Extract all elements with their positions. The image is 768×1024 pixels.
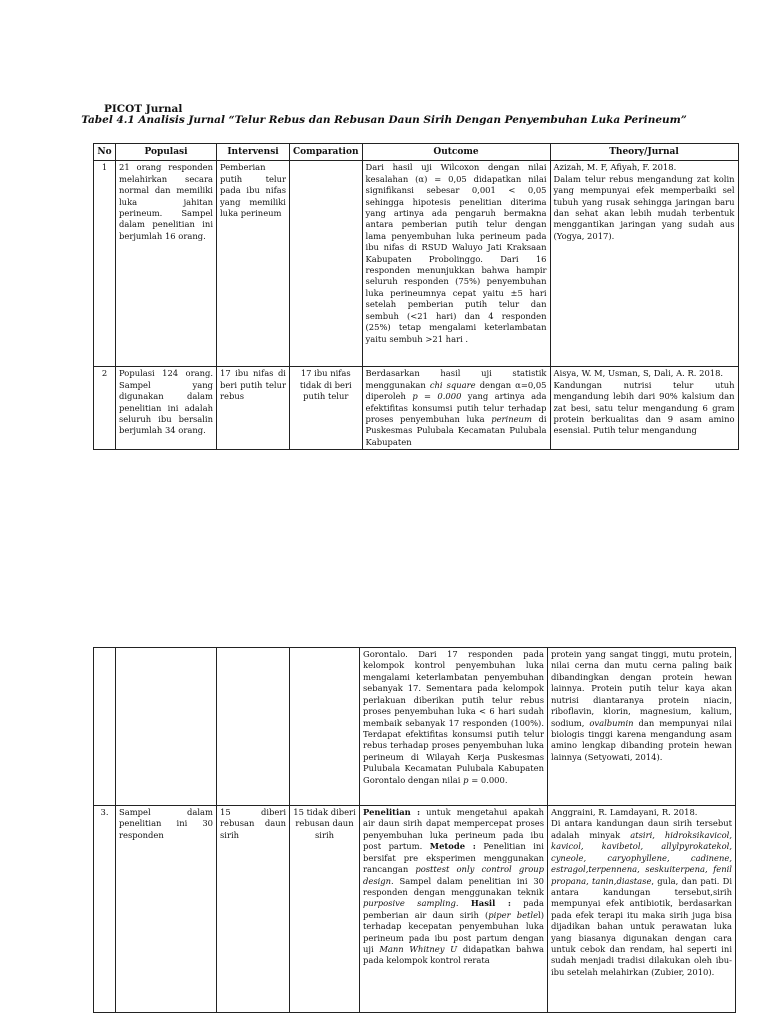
cell-comparation [290, 648, 360, 806]
theory-text: dan mempunyai nilai biologis tinggi karena mengandung asam amino lengkap dibanding protein hewan lainnya (Setyowati, 2014). [551, 717, 732, 762]
header-no: No [94, 144, 116, 161]
cell-theory [548, 806, 736, 1013]
cell-populasi [116, 648, 217, 806]
outcome-term: chi square [429, 379, 476, 390]
table-row [94, 806, 736, 1013]
outcome-text: di Puskesmas Pulubala Kecamatan Pulubala Kabupaten [365, 413, 547, 447]
cell-outcome [360, 806, 548, 1013]
outcome-text: dengan α=0,05 diperoleh [365, 379, 547, 402]
cell-intervensi: 15 diberi rebusan daun sirih [217, 806, 290, 1013]
theory-term: atsiri, hidroksikavicol, kavicol, kavibetol, allylpyrokatekol, cyneole, caryophyllene, cadinene, estragol,terpennena, seskuiterpena, fenil propana, tanin,diastase [551, 829, 732, 886]
cell-comparation: 15 tidak diberi rebusan daun sirih [290, 806, 360, 1013]
cell-comparation: 17 ibu nifas tidak di beri putih telur [290, 367, 363, 450]
cell-no [94, 648, 116, 806]
outcome-text: Berdasarkan hasil uji statistik menggunakan [365, 368, 547, 390]
outcome-term: perineum [491, 413, 532, 424]
header-comparation: Comparation [290, 144, 363, 161]
table-row [94, 161, 739, 367]
theory-reference: Azizah, M. F, Afiyah, F. 2018. [553, 162, 677, 173]
theory-text: , gula, dan pati. Di antara kandungan tersebut,sirih mempunyai efek antibiotik, berdasarkan pada efek terapi itu maka sirih juga bisa dijadikan bahan untuk perawatan luka yang biasanya digunakan dengan cara untuk cebok dan rendam, hal seperti ini sudah menjadi tradisi dilakukan oleh ibu-ibu setelah melahirkan (Zubier, 2010). [551, 875, 732, 977]
cell-no: 2 [94, 367, 116, 450]
outcome-text: l) terhadap kecepatan penyembuhan luka perineum pada ibu post partum dengan uji [363, 909, 544, 955]
outcome-term: purposive sampling. [363, 898, 459, 909]
cell-outcome [362, 367, 550, 450]
outcome-text: Sampel dalam penelitian ini 30 responden dengan menggunakan teknik [363, 875, 544, 897]
outcome-text: = 0.000. [471, 774, 508, 785]
cell-intervensi: 17 ibu nifas di beri putih telur rebus [217, 367, 290, 450]
metode-label: Metode : [429, 841, 476, 852]
table-header-row [94, 144, 739, 161]
cell-populasi: Populasi 124 orang. Sampel yang digunakan dalam penelitian ini adalah seluruh ibu bersalin berjumlah 34 orang. [116, 367, 217, 450]
document-heading: PICOT Jurnal [104, 103, 183, 115]
cell-no: 3. [94, 806, 116, 1013]
outcome-text: Penelitian ini bersifat pre eksperimen menggunakan rancangan [363, 841, 544, 875]
theory-reference: Aisya, W. M, Usman, S, Dali, A. R. 2018. [553, 368, 724, 379]
cell-comparation [290, 161, 363, 367]
header-intervensi: Intervensi [217, 144, 290, 161]
outcome-text: didapatkan bahwa pada kelompok kontrol rerata [363, 944, 544, 966]
theory-term: ovalbumin [589, 717, 634, 728]
cell-theory [550, 367, 738, 450]
cell-theory [550, 161, 738, 367]
outcome-text: pada pemberian air daun sirih ( [363, 898, 544, 920]
penelitian-label: Penelitian : [363, 807, 421, 817]
outcome-term: piper betle [488, 909, 539, 920]
outcome-term: Mann Whitney U [379, 944, 458, 955]
theory-text: Di antara kandungan daun sirih tersebut adalah minyak [551, 818, 732, 840]
cell-intervensi [217, 648, 290, 806]
outcome-text: untuk mengetahui apakah air daun sirih dapat mempercepat proses penyembuhan luka perineum pada ibu post partum. [363, 807, 544, 852]
theory-text: Kandungan nutrisi telur utuh mengandung lebih dari 90% kalsium dan zat besi, satu telur mengandung 6 gram protein berkualitas dan 9 asam amino esensial. Putih telur mengandung [553, 379, 735, 436]
cell-theory [548, 648, 736, 806]
hasil-label: Hasil : [470, 898, 511, 909]
theory-reference: Anggraini, R. Lamdayani, R. 2018. [551, 807, 698, 817]
header-populasi: Populasi [116, 144, 217, 161]
outcome-pvalue: p = 0.000 [412, 391, 462, 402]
cell-outcome [360, 648, 548, 806]
picot-table-page-2 [93, 647, 736, 1013]
picot-table-page-1 [93, 143, 739, 450]
table-caption: Tabel 4.1 Analisis Jurnal “Telur Rebus dan Rebusan Daun Sirih Dengan Penyembuhan Luka Perineum” [81, 114, 687, 126]
outcome-text: Gorontalo. Dari 17 responden pada kelompok kontrol penyembuhan luka mengalami keterlambatan penyembuhan sebanyak 17. Sementara pada kelompok perlakuan diberikan putih telur rebus proses penyembuhan luka < 6 hari sudah membaik sebanyak 17 responden (100%). Terdapat efektifitas konsumsi putih telur rebus terhadap proses penyembuhan luka perineum di Wilayah Kerja Puskesmas Pulubala Kecamatan Pulubala Kabupaten Gorontalo dengan nilai [363, 649, 544, 785]
cell-intervensi: Pemberian putih telur pada ibu nifas yang memiliki luka perineum [217, 161, 290, 367]
table-row [94, 648, 736, 806]
cell-outcome: Dari hasil uji Wilcoxon dengan nilai kesalahan (α) = 0,05 didapatkan nilai signifikansi sebesar 0,001 < 0,05 sehingga hipotesis penelitian diterima yang artinya ada pengaruh bermakna antara pemberian putih telur dengan lama penyembuhan luka perineum pada ibu nifas di RSUD Waluyo Jati Kraksaan Kabupaten Probolinggo. Dari 16 responden menunjukkan bahwa hampir seluruh responden (75%) penyembuhan luka perineumnya cepat yaitu ±5 hari setelah pemberian putih telur dan sembuh (<21 hari) dan 4 responden (25%) tetap mengalami keterlambatan yaitu sembuh >21 hari . [362, 161, 550, 367]
outcome-term: posttest only control group design. [363, 864, 544, 886]
cell-no: 1 [94, 161, 116, 367]
cell-populasi: 21 orang responden melahirkan secara normal dan memiliki luka jahitan perineum. Sampel dalam penelitian ini berjumlah 16 orang. [116, 161, 217, 367]
theory-text: protein yang sangat tinggi, mutu protein, nilai cerna dan mutu cerna paling baik dibandingkan dengan protein hewan lainnya. Protein putih telur kaya akan nutrisi diantaranya protein niacin, riboflavin, klorin, magnesium, kalium, sodium, [551, 649, 732, 728]
header-theory: Theory/Jurnal [550, 144, 738, 161]
table-row [94, 367, 739, 450]
header-outcome: Outcome [362, 144, 550, 161]
outcome-text: yang artinya ada efektifitas konsumsi putih telur terhadap proses penyembuhan luka [365, 391, 547, 424]
outcome-pvalue: p [463, 774, 469, 785]
cell-populasi: Sampel dalam penelitian ini 30 responden [116, 806, 217, 1013]
theory-text: Dalam telur rebus mengandung zat kolin yang mempunyai efek memperbaiki sel tubuh yang rusak sehingga jaringan baru dan sehat akan lebih mudah terbentuk menggantikan jaringan yang sudah aus (Yogya, 2017). [553, 173, 735, 241]
